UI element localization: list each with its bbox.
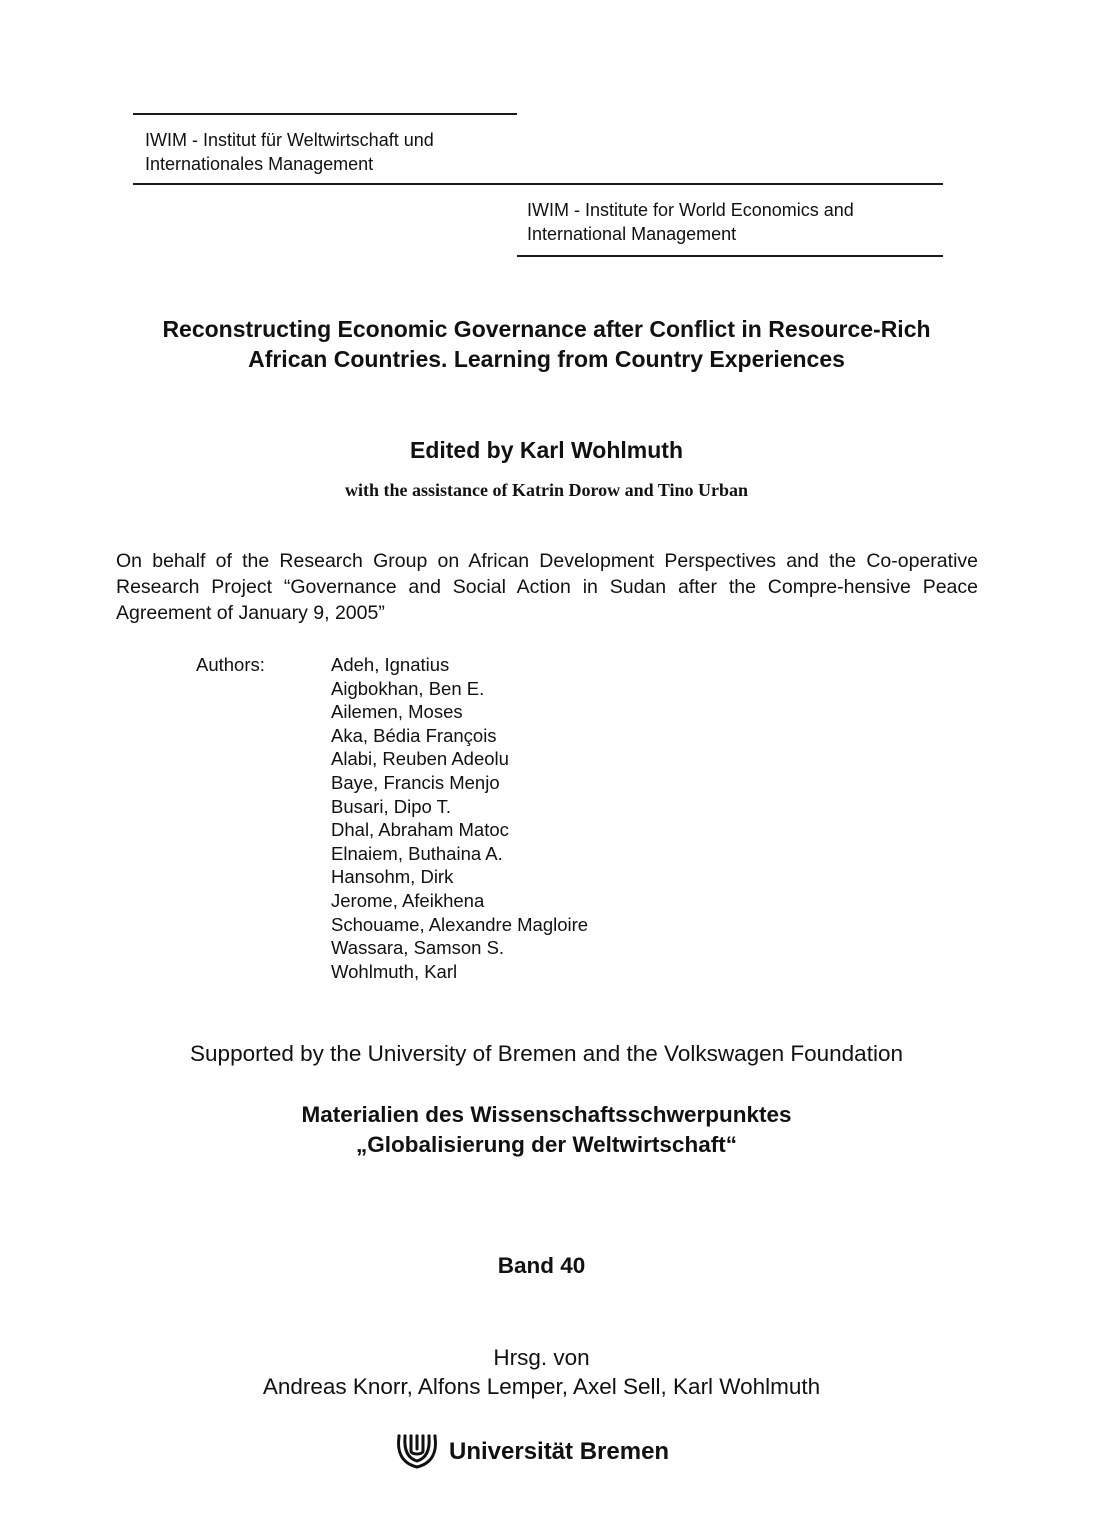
volume-number: Band 40 (497, 1253, 586, 1278)
header-rule-bottom (517, 255, 943, 257)
behalf-paragraph: On behalf of the Research Group on African Development Perspectives and the Co-operative Research Project “Governance and Social Action in Sudan after the Compre-hensive Peace Agreement of January 9, 2005” (116, 550, 978, 624)
publishers-names: Andreas Knorr, Alfons Lemper, Axel Sell, Karl Wohlmuth (262, 1374, 821, 1399)
authors-label: Authors: (196, 654, 265, 675)
publishers-label: Hrsg. von (493, 1345, 590, 1370)
iwim-german-line-1: IWIM - Institut für Weltwirtschaft und (145, 130, 434, 150)
series-title-line-2: „Globalisierung der Weltwirtschaft“ (356, 1132, 737, 1157)
author-item: Hansohm, Dirk (331, 866, 454, 888)
iwim-english-line-2: International Management (527, 224, 737, 244)
series-title-line-1: Materialien des Wissenschaftsschwerpunktes (301, 1102, 792, 1127)
author-item: Aka, Bédia François (331, 724, 497, 746)
iwim-german-line-2: Internationales Management (145, 154, 374, 174)
support-line: Supported by the University of Bremen and the Volkswagen Foundation (190, 1041, 903, 1066)
series-title (60, 1100, 1033, 1160)
university-name: Universität Bremen (449, 1438, 670, 1465)
document-title (60, 314, 1033, 374)
assistance-line: with the assistance of Katrin Dorow and Tino Urban (344, 480, 749, 500)
iwim-german-name (145, 128, 434, 176)
header-rule-middle (133, 183, 943, 185)
document-title-line-2: African Countries. Learning from Country Experiences (248, 346, 845, 372)
author-item: Aigbokhan, Ben E. (331, 677, 485, 699)
author-item: Ailemen, Moses (331, 701, 463, 723)
author-item: Baye, Francis Menjo (331, 771, 500, 793)
author-item: Busari, Dipo T. (331, 795, 451, 817)
university-block (393, 1432, 669, 1472)
authors-list (331, 653, 588, 983)
document-title-line-1: Reconstructing Economic Governance after Conflict in Resource-Rich (162, 316, 931, 342)
university-bremen-logo-icon (393, 1433, 441, 1471)
header-rule-top (133, 113, 517, 115)
author-item: Adeh, Ignatius (331, 654, 450, 675)
iwim-english-line-1: IWIM - Institute for World Economics and (527, 200, 854, 220)
author-item: Jerome, Afeikhena (331, 889, 485, 911)
publishers-block (60, 1343, 1023, 1401)
author-item: Schouame, Alexandre Magloire (331, 913, 589, 935)
author-item: Dhal, Abraham Matoc (331, 819, 509, 841)
author-item: Wohlmuth, Karl (331, 960, 458, 982)
editor-line: Edited by Karl Wohlmuth (409, 437, 684, 463)
author-item: Elnaiem, Buthaina A. (331, 842, 503, 864)
iwim-english-name (527, 198, 854, 246)
author-item: Alabi, Reuben Adeolu (331, 748, 509, 770)
author-item: Wassara, Samson S. (331, 937, 505, 959)
